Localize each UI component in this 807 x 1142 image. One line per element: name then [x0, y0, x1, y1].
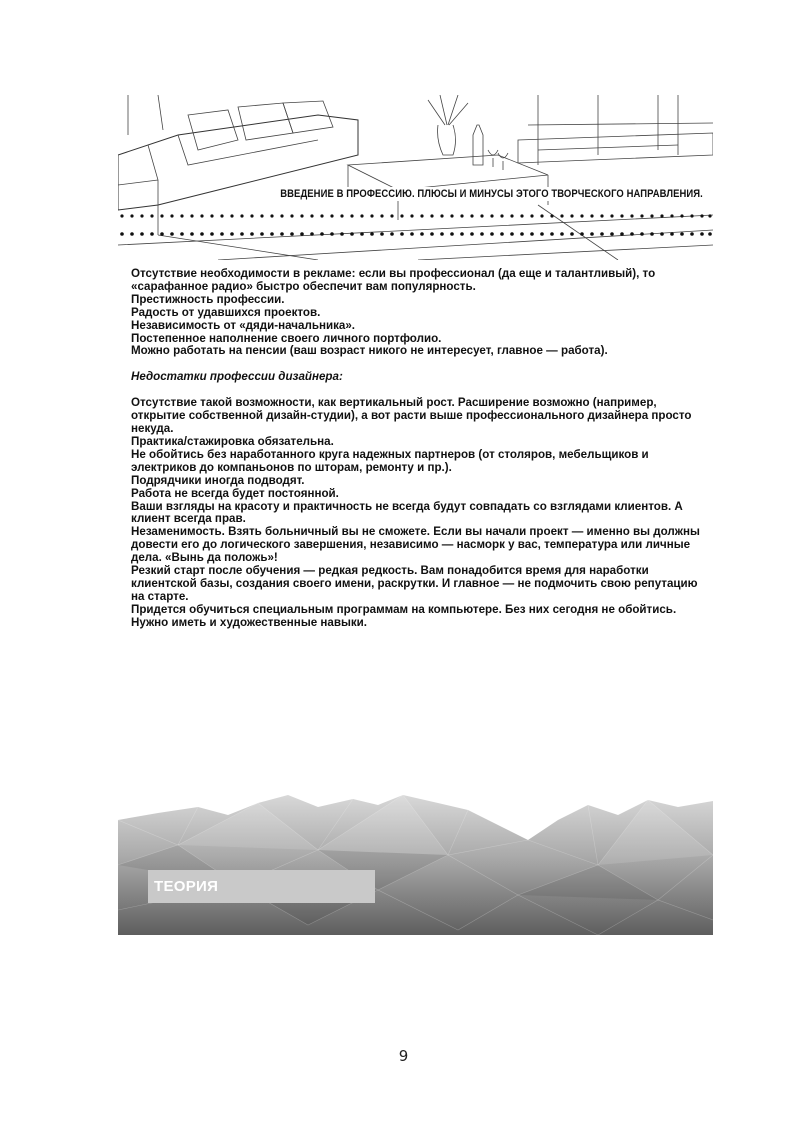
theory-label: ТЕОРИЯ — [148, 870, 375, 903]
list-item: Работа не всегда будет постоянной. — [131, 486, 339, 500]
list-item: Можно работать на пенсии (ваш возраст никого не интересует, главное — работа). — [131, 344, 608, 358]
list-item: Подрядчики иногда подводят. — [131, 473, 305, 487]
list-item: Резкий старт после обучения — редкая редкость. Вам понадобится время для наработки клиентской базы, создания своего имени, раскрутки. И главное — не подмочить свою репутацию на старте. — [131, 564, 698, 603]
section-title: ВВЕДЕНИЕ В ПРОФЕССИЮ. ПЛЮСЫ И МИНУСЫ ЭТОГО ТВОРЧЕСКОГО НАПРАВЛЕНИЯ. — [277, 187, 705, 201]
list-item: Независимость от «дяди-начальника». — [131, 318, 356, 332]
list-item: Постепенное наполнение своего личного портфолио. — [131, 331, 442, 345]
advantages-list — [131, 268, 711, 358]
theory-banner — [118, 795, 713, 935]
low-poly-mountains-pattern-icon — [118, 795, 713, 935]
list-item: Незаменимость. Взять больничный вы не сможете. Если вы начали проект — именно вы должны довести его до логического завершения, независимо — насморк у вас, температура или личные дела. «Вынь да положь»! — [131, 525, 700, 565]
list-item: Отсутствие необходимости в рекламе: если вы профессионал (да еще и талантливый), то «сарафанное радио» быстро обеспечит вам популярность. — [131, 267, 656, 293]
list-item: Ваши взгляды на красоту и практичность не всегда будут совпадать со взглядами клиентов. А клиент всегда прав. — [131, 499, 683, 526]
list-item: Практика/стажировка обязательна. — [131, 434, 334, 448]
header-illustration — [118, 95, 713, 260]
article-body — [131, 268, 711, 630]
list-item: Престижность профессии. — [131, 292, 285, 306]
list-item: Не обойтись без наработанного круга надежных партнеров (от столяров, мебельщиков и электриков до компаньонов по шторам, ремонту и пр.). — [131, 447, 649, 474]
disadvantages-list — [131, 397, 711, 629]
page-number: 9 — [398, 1047, 409, 1065]
disadvantages-heading: Недостатки профессии дизайнера: — [131, 370, 343, 384]
list-item: Придется обучиться специальным программам на компьютере. Без них сегодня не обойтись. — [131, 602, 677, 616]
list-item: Отсутствие такой возможности, как вертикальный рост. Расширение возможно (например, открытие собственной дизайн-студии), а вот расти выше профессионального дизайнера просто некуда. — [131, 396, 692, 436]
living-room-line-illustration-icon — [118, 95, 713, 260]
list-item: Радость от удавшихся проектов. — [131, 305, 321, 319]
list-item: Нужно иметь и художественные навыки. — [131, 615, 368, 629]
